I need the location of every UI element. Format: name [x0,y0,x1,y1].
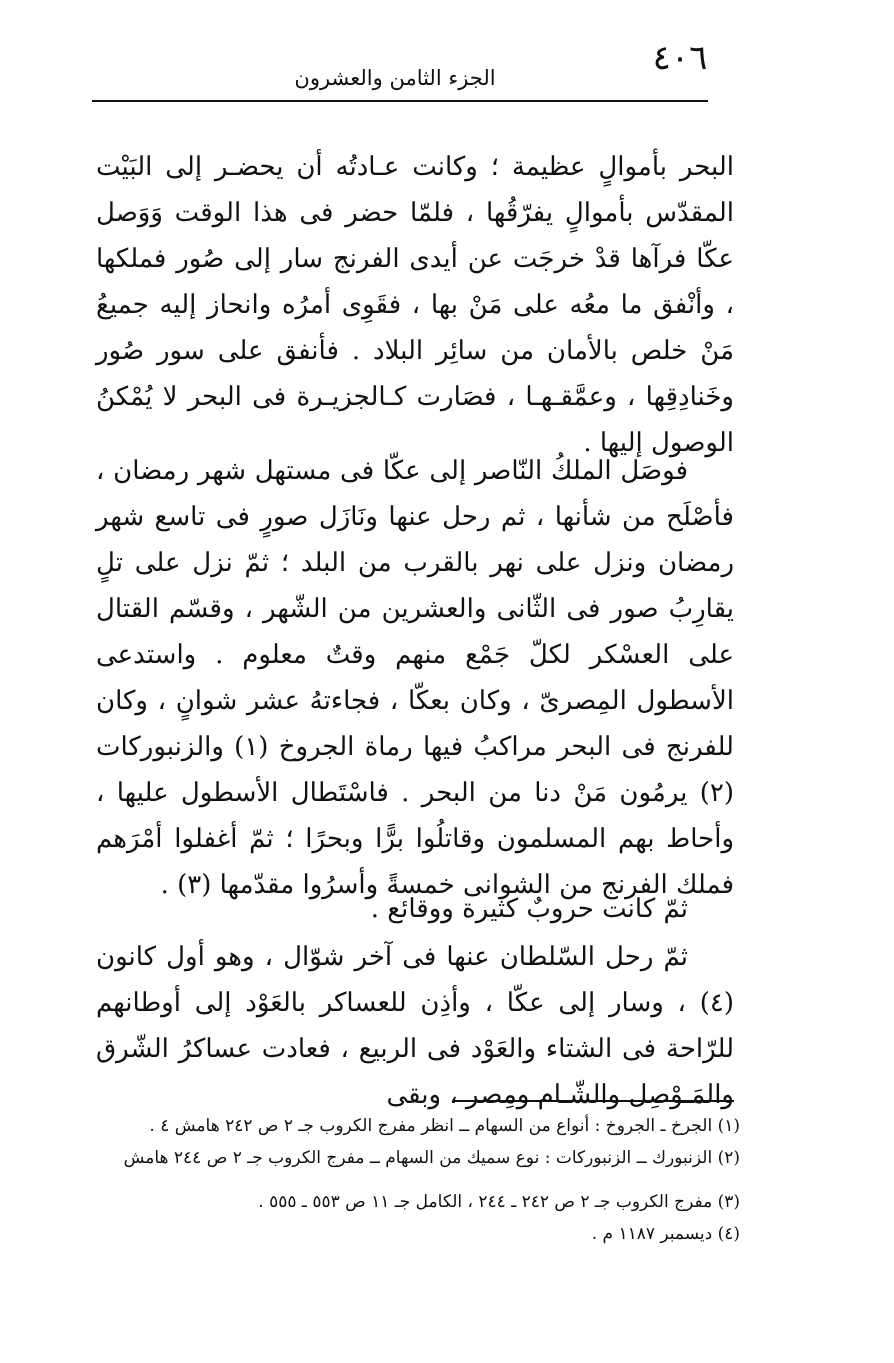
paragraph-departure: ثمّ رحل السّلطان عنها فى آخر شوّال ، وهو أول كانون (٤) ، وسار إلى عكّا ، وأذِن للعساكر بالعَوْد إلى أوطانهم للرّاحة فى الشتاء والعَوْد فى الربيع ، فعادت عساكرُ الشّرق والمَـوْصِل والشّـام ومِصر ، وبقى [96,942,734,1110]
footnote-2: (٢) الزنبورك ــ الزنبوركات : نوع سميك من السهام ــ مفرج الكروب جـ ٢ ص ٢٤٤ هامش [123,1148,740,1168]
footnote-rule [452,1100,734,1102]
paragraph-siege-of-tyre: فوصَل الملكُ النّاصر إلى عكّا فى مستهل شهر رمضان ، فأصْلَح من شأنها ، ثم رحل عنها ونَازَل صورٍ فى تاسع شهر رمضان ونزل على نهر بالقرب من البلد ؛ ثمّ نزل على تلٍ يقارِبُ صور فى الثّانى والعشرين من الشّهر ، وقسّم القتال على العسْكر لكلّ جَمْع منهم وقتٌ معلوم . واستدعى الأسطول المِصرىّ ، وكان بعكّا ، فجاءتهُ عشر شوانٍ ، وكان للفرنج فى البحر مراكبُ فيها رماة الجروخ (١) والزنبوركات (٢) يرمُون مَنْ دنا من البحر . فاسْتَطال الأسطول عليها ، وأحاط بهم المسلمون وقاتلُوا برًّا وبحرًا ؛ ثمّ أغفلوا أمْرَهم فملك الفرنج من الشوانى خمسةً وأسرُوا مقدّمها (٣) . [96,456,734,900]
header-rule [92,100,708,102]
paragraph-continuation: البحر بأموالٍ عظيمة ؛ وكانت عـادتُه أن يحضـر إلى البَيْت المقدّس بأموالٍ يفرّقُها ، فلمّا حضر فى هذا الوقت وَوَصل عكّا فرآها قدْ خرجَت عن أيدى الفرنج سار إلى صُور فملكها ، وأنْفق ما معُه على مَنْ بها ، فقَوِى أمرُه وانحاز إليه جميعُ مَنْ خلص بالأمان من سائِر البلاد . فأنفق على سور صُور وخَنادِقِها ، وعمَّقـهـا ، فصَارت كـالجزيـرة فى البحر لا يُمْكنُ الوصول إليها . [96,152,734,458]
footnote-3: (٣) مفرج الكروب جـ ٢ ص ٢٤٢ ـ ٢٤٤ ، الكامل جـ ١١ ص ٥٥٣ ـ ٥٥٥ . [258,1192,740,1212]
page-number: ٤٠٦ [652,38,708,78]
running-title: الجزء الثامن والعشرون [294,66,496,90]
paragraph-battles: ثمّ كانت حروبٌ كثيرة ووقائع . [370,894,688,924]
footnote-1: (١) الجرخ ـ الجروخ : أنواع من السهام ــ انظر مفرج الكروب جـ ٢ ص ٢٤٢ هامش ٤ . [149,1116,740,1136]
footnotes [110,1110,740,1250]
footnote-4: (٤) ديسمبر ١١٨٧ م . [591,1224,740,1244]
